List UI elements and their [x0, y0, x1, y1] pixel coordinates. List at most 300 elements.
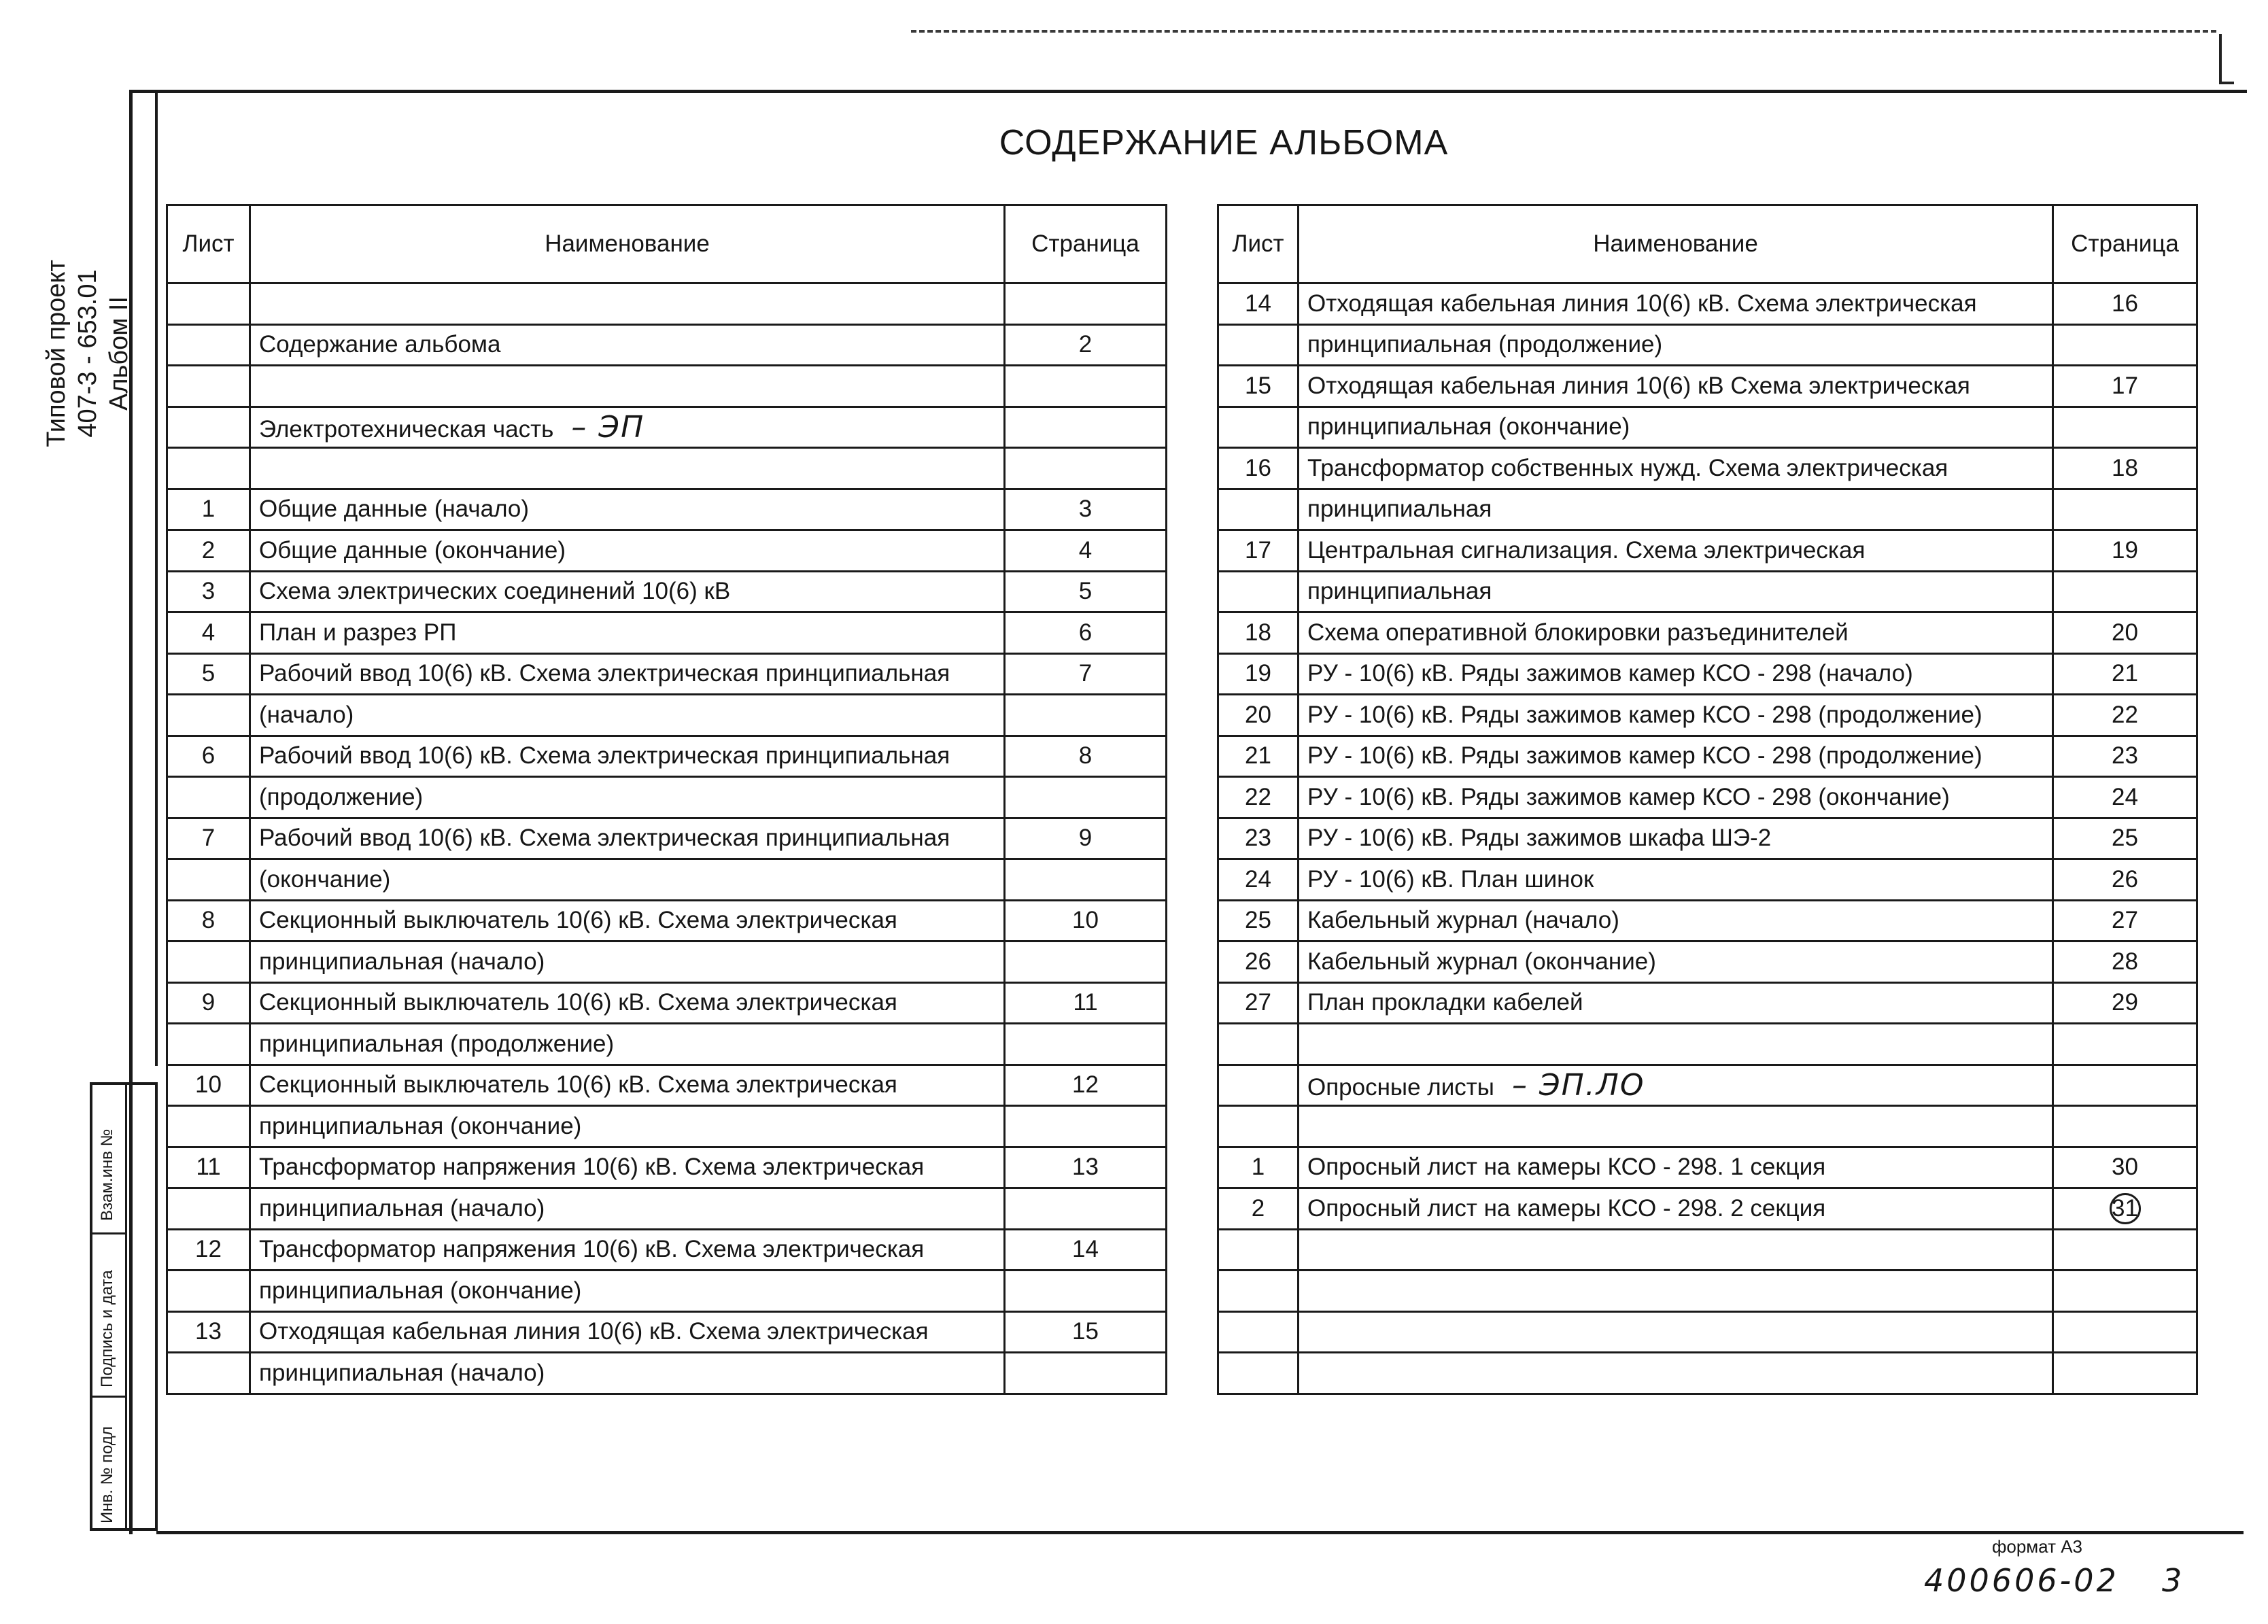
cell-title-text: РУ - 10(6) кВ. Ряды зажимов камер КСО - 298 (начало): [1307, 660, 1913, 687]
cell-title-text: РУ - 10(6) кВ. Ряды зажимов камер КСО - 298 (продолжение): [1307, 701, 1982, 728]
cell-page: [1005, 324, 1167, 366]
cell-sheet-number: [167, 324, 250, 366]
cell-title-text: Опросный лист на камеры КСО - 298. 2 секция: [1307, 1194, 1826, 1222]
table-row: [1218, 571, 2197, 612]
cell-page: [2053, 530, 2197, 572]
table-row: [1218, 324, 2197, 366]
cell-page: [2053, 941, 2197, 983]
cell-page: [2053, 324, 2197, 366]
cell-page: [1005, 1271, 1167, 1312]
cell-sheet-number: 9: [167, 982, 250, 1024]
cell-title-text: РУ - 10(6) кВ. Ряды зажимов шкафа ШЭ-2: [1307, 825, 1772, 852]
cell-sheet-number: 27: [1218, 982, 1299, 1024]
cell-page: [2053, 982, 2197, 1024]
cell-sheet-number: 2: [167, 530, 250, 572]
table-row: [1218, 1311, 2197, 1353]
table-row: [1218, 859, 2197, 901]
table-row: [167, 489, 1167, 530]
cell-sheet-number: 4: [167, 612, 250, 654]
cell-title: [250, 1065, 1005, 1106]
page-number: 10: [1072, 907, 1099, 934]
cell-title-text: Отходящая кабельная линия 10(6) кВ Схема электрическая: [1307, 372, 1970, 399]
toc-table-left: [166, 204, 1167, 1395]
table-row: [167, 283, 1167, 325]
table-row: [167, 1353, 1167, 1394]
table-row: [1218, 612, 2197, 654]
cell-sheet-number: 17: [1218, 530, 1299, 572]
cell-sheet-number: 22: [1218, 777, 1299, 818]
cell-title: [1299, 695, 2053, 736]
cell-sheet-number: [167, 407, 250, 448]
cell-title-text: принципиальная (начало): [259, 948, 545, 975]
cell-title-text: принципиальная (окончание): [259, 1277, 582, 1304]
stamp-cell-podpis: [92, 1234, 125, 1398]
cell-page: [1005, 1188, 1167, 1230]
cell-title-text: Кабельный журнал (начало): [1307, 907, 1619, 934]
cell-title-text: Секционный выключатель 10(6) кВ. Схема электрическая: [259, 907, 897, 934]
cell-title-text: РУ - 10(6) кВ. Ряды зажимов камер КСО - 298 (продолжение): [1307, 742, 1982, 770]
table-row: [1218, 1147, 2197, 1188]
cell-title: [250, 982, 1005, 1024]
cell-title-text: План прокладки кабелей: [1307, 989, 1583, 1016]
cell-sheet-number: [1218, 489, 1299, 530]
cell-title: [250, 283, 1005, 325]
cell-page: [1005, 1353, 1167, 1394]
section-code-mark: – ЭП.ЛО: [1511, 1067, 1645, 1103]
cell-title-text: Секционный выключатель 10(6) кВ. Схема электрическая: [259, 989, 897, 1016]
page-number: 6: [1078, 619, 1093, 646]
cell-title: [250, 571, 1005, 612]
cell-title-text: РУ - 10(6) кВ. Ряды зажимов камер КСО - 298 (окончание): [1307, 783, 1950, 810]
cell-title: [250, 612, 1005, 654]
col-header-page: Страница: [2053, 205, 2197, 283]
table-row: [167, 818, 1167, 859]
table-header-row: [167, 205, 1167, 283]
page-number: 9: [1078, 825, 1093, 852]
cell-title: [250, 818, 1005, 859]
cell-page: [2053, 818, 2197, 859]
cell-page: [2053, 1147, 2197, 1188]
page-number: 18: [2112, 454, 2138, 481]
cell-title-text: Схема оперативной блокировки разъединителей: [1307, 619, 1849, 646]
table-row: [167, 530, 1167, 572]
page-number: 3: [1078, 496, 1093, 523]
cell-page: [1005, 1106, 1167, 1147]
cell-page: [1005, 1024, 1167, 1065]
table-row: [1218, 489, 2197, 530]
cell-sheet-number: 3: [167, 571, 250, 612]
table-row: [1218, 1106, 2197, 1147]
table-row: [167, 571, 1167, 612]
cell-sheet-number: [1218, 1353, 1299, 1394]
cell-sheet-number: [167, 366, 250, 407]
col-header-list: Лист: [1218, 205, 1299, 283]
cell-sheet-number: 14: [1218, 283, 1299, 325]
cell-page: [2053, 448, 2197, 489]
cell-sheet-number: [1218, 407, 1299, 448]
cell-sheet-number: 18: [1218, 612, 1299, 654]
cell-page: [2053, 653, 2197, 695]
cell-title: [250, 1188, 1005, 1230]
page-number: 16: [2112, 290, 2138, 317]
cell-page: [2053, 612, 2197, 654]
cell-title: [250, 1271, 1005, 1312]
page-number: 15: [1072, 1318, 1099, 1345]
cell-sheet-number: 20: [1218, 695, 1299, 736]
top-dashed-line: [911, 30, 2216, 33]
table-row: [1218, 407, 2197, 448]
cell-page: [2053, 900, 2197, 941]
toc-table-right: [1217, 204, 2198, 1395]
cell-title: [250, 900, 1005, 941]
page-number: 26: [2112, 865, 2138, 893]
cell-sheet-number: [1218, 324, 1299, 366]
cell-page: [2053, 1024, 2197, 1065]
cell-title: [1299, 941, 2053, 983]
cell-title: [1299, 1311, 2053, 1353]
page-number: 7: [1078, 660, 1093, 687]
cell-title: [1299, 612, 2053, 654]
cell-title-text: Трансформатор напряжения 10(6) кВ. Схема электрическая: [259, 1154, 925, 1181]
cell-page: [1005, 366, 1167, 407]
table-row: [167, 653, 1167, 695]
table-header-row: [1218, 205, 2197, 283]
page-number: 17: [2112, 372, 2138, 399]
section-code-mark: – ЭП: [571, 409, 645, 445]
table-row: [167, 1188, 1167, 1230]
page-number: 24: [2112, 783, 2138, 810]
table-row: [167, 941, 1167, 983]
cell-sheet-number: [1218, 1024, 1299, 1065]
cell-page: [2053, 283, 2197, 325]
cell-title-text: принципиальная (продолжение): [259, 1030, 615, 1057]
table-row: [167, 1024, 1167, 1065]
cell-page: [1005, 407, 1167, 448]
table-row: [1218, 530, 2197, 572]
frame-inner-line: [155, 90, 158, 1066]
page-number: 25: [2112, 825, 2138, 852]
side-title-line2: 407-3 - 653.01: [73, 269, 102, 438]
table-row: [167, 407, 1167, 448]
cell-sheet-number: 11: [167, 1147, 250, 1188]
table-row: [167, 777, 1167, 818]
side-title-line1: Типовой проект: [42, 260, 71, 447]
cell-sheet-number: [167, 1024, 250, 1065]
cell-sheet-number: 2: [1218, 1188, 1299, 1230]
stamp-label-vzam: Взам.инв №: [98, 1128, 116, 1221]
cell-page: [1005, 530, 1167, 572]
page-title: СОДЕРЖАНИЕ АЛЬБОМА: [999, 123, 1449, 162]
cell-title: [1299, 489, 2053, 530]
stamp-divider: [125, 1085, 127, 1528]
cell-page: [1005, 653, 1167, 695]
cell-sheet-number: 26: [1218, 941, 1299, 983]
cell-sheet-number: 1: [167, 489, 250, 530]
cell-title: [1299, 818, 2053, 859]
side-title-line3: Альбом II: [105, 296, 133, 411]
cell-page: [1005, 1065, 1167, 1106]
cell-page: [2053, 695, 2197, 736]
cell-title: [250, 1311, 1005, 1353]
cell-title-text: Общие данные (окончание): [259, 536, 566, 564]
cell-page: [2053, 571, 2197, 612]
cell-title-text: Рабочий ввод 10(6) кВ. Схема электрическая принципиальная: [259, 660, 950, 687]
cell-sheet-number: 12: [167, 1229, 250, 1271]
cell-sheet-number: [167, 448, 250, 489]
cell-title: [250, 941, 1005, 983]
cell-page: [1005, 1311, 1167, 1353]
cell-title-text: принципиальная (начало): [259, 1194, 545, 1222]
cell-page: [1005, 571, 1167, 612]
stamp-cell-vzam: [92, 1085, 125, 1234]
table-row: [167, 1229, 1167, 1271]
table-row: [167, 900, 1167, 941]
page-number: 2: [1078, 331, 1093, 358]
cell-title: [250, 407, 1005, 448]
page-number: 13: [1072, 1154, 1099, 1181]
table-row: [167, 366, 1167, 407]
cell-title: [1299, 571, 2053, 612]
cell-title-text: принципиальная: [1307, 496, 1492, 523]
table-row: [167, 736, 1167, 777]
cell-sheet-number: [167, 695, 250, 736]
cell-page: [2053, 1106, 2197, 1147]
stamp-cell-inv: [92, 1398, 125, 1531]
page-number: 8: [1078, 742, 1093, 770]
table-row: [167, 695, 1167, 736]
page-number: 21: [2112, 660, 2138, 687]
cell-sheet-number: [167, 1188, 250, 1230]
table-row: [1218, 1188, 2197, 1230]
cell-page: [2053, 1188, 2197, 1230]
cell-title: [1299, 1229, 2053, 1271]
cell-title-text: Отходящая кабельная линия 10(6) кВ. Схема электрическая: [1307, 290, 1977, 317]
table-row: [1218, 736, 2197, 777]
table-row: [1218, 1353, 2197, 1394]
cell-page: [1005, 448, 1167, 489]
cell-title-text: Опросные листы: [1307, 1073, 1494, 1101]
table-row: [167, 859, 1167, 901]
cell-sheet-number: 23: [1218, 818, 1299, 859]
cell-title: [250, 366, 1005, 407]
cell-page: [2053, 1271, 2197, 1312]
cell-title: [1299, 1147, 2053, 1188]
cell-sheet-number: 7: [167, 818, 250, 859]
table-row: [1218, 900, 2197, 941]
table-row: [167, 1271, 1167, 1312]
cell-title: [1299, 1106, 2053, 1147]
stamp-label-inv: Инв. № подл: [98, 1426, 116, 1523]
col-header-name: Наименование: [1299, 205, 2053, 283]
document-number: 400606-02: [1924, 1562, 2119, 1599]
page-number: 5: [1078, 578, 1093, 605]
cell-sheet-number: 19: [1218, 653, 1299, 695]
cell-sheet-number: 6: [167, 736, 250, 777]
page-number: 12: [1072, 1071, 1099, 1099]
cell-title: [250, 1106, 1005, 1147]
cell-title: [250, 1147, 1005, 1188]
cell-title-text: принципиальная (начало): [259, 1359, 545, 1386]
cell-page: [1005, 489, 1167, 530]
table-row: [1218, 941, 2197, 983]
cell-title-text: принципиальная (окончание): [259, 1112, 582, 1139]
cell-sheet-number: [1218, 1106, 1299, 1147]
cell-title-text: Секционный выключатель 10(6) кВ. Схема электрическая: [259, 1071, 897, 1099]
side-title: [41, 143, 150, 564]
cell-sheet-number: [1218, 1065, 1299, 1106]
cell-page: [1005, 695, 1167, 736]
cell-title: [250, 1024, 1005, 1065]
table-row: [1218, 1065, 2197, 1106]
cell-sheet-number: 13: [167, 1311, 250, 1353]
cell-title-text: Центральная сигнализация. Схема электрическая: [1307, 536, 1866, 564]
cell-page: [1005, 736, 1167, 777]
cell-sheet-number: 1: [1218, 1147, 1299, 1188]
col-header-page: Страница: [1005, 205, 1167, 283]
cell-sheet-number: [167, 283, 250, 325]
stamp-label-podpis: Подпись и дата: [98, 1270, 116, 1387]
cell-page: [2053, 366, 2197, 407]
cell-sheet-number: [1218, 1229, 1299, 1271]
cell-sheet-number: [167, 777, 250, 818]
cell-page: [2053, 736, 2197, 777]
cell-title-text: Общие данные (начало): [259, 496, 530, 523]
cell-title: [250, 1353, 1005, 1394]
cell-title: [1299, 900, 2053, 941]
cell-title-text: Трансформатор напряжения 10(6) кВ. Схема электрическая: [259, 1236, 925, 1263]
cell-title: [250, 1229, 1005, 1271]
table-row: [1218, 1024, 2197, 1065]
cell-title: [250, 489, 1005, 530]
cell-sheet-number: 10: [167, 1065, 250, 1106]
col-header-list: Лист: [167, 205, 250, 283]
cell-page: [2053, 407, 2197, 448]
page-number: 28: [2112, 948, 2138, 975]
cell-title: [250, 324, 1005, 366]
frame-bottom-line: [156, 1531, 2244, 1534]
cell-title: [1299, 448, 2053, 489]
table-row: [1218, 283, 2197, 325]
cell-page: [1005, 612, 1167, 654]
cell-title-text: Электротехническая часть: [259, 415, 554, 443]
cell-page: [2053, 489, 2197, 530]
page-number: 31: [2110, 1193, 2141, 1224]
cell-title: [1299, 982, 2053, 1024]
cell-title: [1299, 1065, 2053, 1106]
cell-title: [250, 653, 1005, 695]
cell-title-text: План и разрез РП: [259, 619, 457, 646]
cell-page: [1005, 283, 1167, 325]
page-number: 22: [2112, 701, 2138, 728]
format-label: формат А3: [1992, 1536, 2083, 1557]
cell-title-text: Кабельный журнал (окончание): [1307, 948, 1656, 975]
cell-title: [1299, 283, 2053, 325]
cell-page: [1005, 818, 1167, 859]
table-row: [1218, 448, 2197, 489]
cell-title-text: (продолжение): [259, 783, 424, 810]
approval-stamp: [90, 1082, 158, 1531]
table-row: [167, 1106, 1167, 1147]
cell-page: [2053, 1065, 2197, 1106]
cell-title: [1299, 1353, 2053, 1394]
cell-sheet-number: 15: [1218, 366, 1299, 407]
table-row: [167, 612, 1167, 654]
cell-sheet-number: [167, 1353, 250, 1394]
cell-title-text: Схема электрических соединений 10(6) кВ: [259, 578, 731, 605]
cell-page: [1005, 1147, 1167, 1188]
cell-title: [250, 736, 1005, 777]
cell-sheet-number: [1218, 1271, 1299, 1312]
cell-sheet-number: 24: [1218, 859, 1299, 901]
table-row: [1218, 1271, 2197, 1312]
sheet-number: 3: [2162, 1562, 2182, 1599]
cell-sheet-number: [167, 1106, 250, 1147]
cell-title: [1299, 653, 2053, 695]
cell-sheet-number: [1218, 571, 1299, 612]
cell-title-text: принципиальная (окончание): [1307, 413, 1630, 440]
table-row: [167, 982, 1167, 1024]
cell-title-text: РУ - 10(6) кВ. План шинок: [1307, 865, 1594, 893]
table-row: [167, 324, 1167, 366]
page-number: 14: [1072, 1236, 1099, 1263]
cell-title: [1299, 366, 2053, 407]
cell-page: [2053, 1229, 2197, 1271]
col-header-name: Наименование: [250, 205, 1005, 283]
page-number: 4: [1078, 536, 1093, 564]
cell-title: [1299, 1024, 2053, 1065]
cell-title-text: Рабочий ввод 10(6) кВ. Схема электрическая принципиальная: [259, 742, 950, 770]
cell-title: [250, 530, 1005, 572]
cell-title-text: (начало): [259, 701, 354, 728]
cell-sheet-number: [167, 941, 250, 983]
page-number: 11: [1073, 989, 1098, 1016]
page-number: 19: [2112, 536, 2138, 564]
cell-page: [1005, 1229, 1167, 1271]
cell-sheet-number: [1218, 1311, 1299, 1353]
table-row: [167, 448, 1167, 489]
cell-page: [2053, 859, 2197, 901]
table-row: [1218, 366, 2197, 407]
cell-title: [1299, 1188, 2053, 1230]
cell-page: [2053, 777, 2197, 818]
table-row: [167, 1147, 1167, 1188]
cell-sheet-number: 5: [167, 653, 250, 695]
cell-title: [250, 695, 1005, 736]
cell-title: [1299, 777, 2053, 818]
page-number: 20: [2112, 619, 2138, 646]
cell-sheet-number: 8: [167, 900, 250, 941]
cell-title: [1299, 530, 2053, 572]
cell-title: [1299, 859, 2053, 901]
cell-page: [1005, 941, 1167, 983]
cell-title-text: Рабочий ввод 10(6) кВ. Схема электрическая принципиальная: [259, 825, 950, 852]
table-row: [1218, 1229, 2197, 1271]
cell-title-text: принципиальная (продолжение): [1307, 331, 1663, 358]
table-row: [1218, 695, 2197, 736]
table-row: [1218, 653, 2197, 695]
cell-title-text: (окончание): [259, 865, 391, 893]
cell-title-text: принципиальная: [1307, 578, 1492, 605]
cell-sheet-number: [167, 859, 250, 901]
cell-title: [1299, 407, 2053, 448]
cell-page: [2053, 1353, 2197, 1394]
cell-sheet-number: 21: [1218, 736, 1299, 777]
cell-title-text: Отходящая кабельная линия 10(6) кВ. Схема электрическая: [259, 1318, 929, 1345]
cell-page: [1005, 777, 1167, 818]
cell-sheet-number: [167, 1271, 250, 1312]
table-row: [1218, 818, 2197, 859]
table-row: [167, 1311, 1167, 1353]
